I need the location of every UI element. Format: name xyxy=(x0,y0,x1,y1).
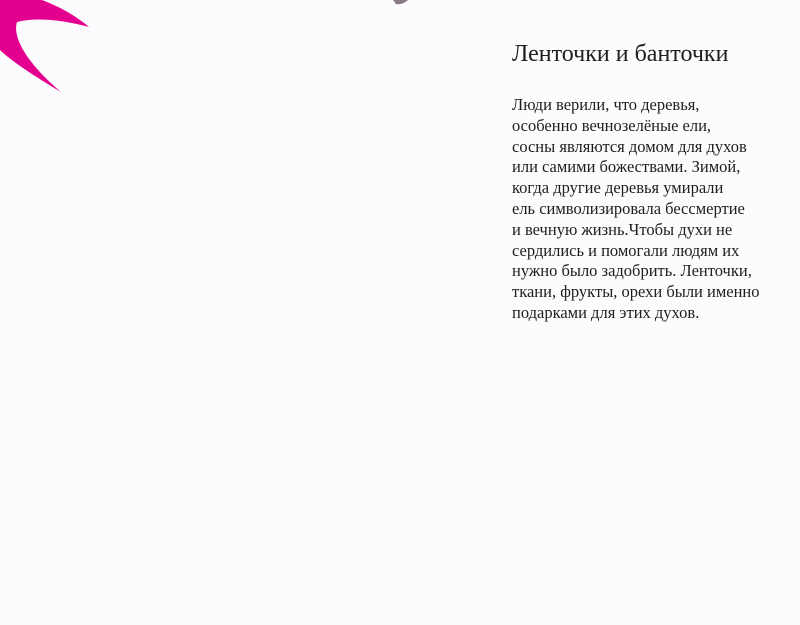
body-line: когда другие деревья умирали xyxy=(512,178,724,198)
body-line: или самими божествами. Зимой, xyxy=(512,157,741,177)
body-line: ель символизировала бессмертие xyxy=(512,198,745,218)
body-line: нужно было задобрить. Ленточки, xyxy=(512,261,752,281)
body-line: Люди верили, что деревья, xyxy=(512,95,700,114)
body-line: сердились и помогали людям их xyxy=(512,240,740,260)
body-line: и вечную жизнь.Чтобы духи не xyxy=(512,219,733,239)
magenta-swoosh-shape xyxy=(0,0,89,92)
body-line: подарками для этих духов. xyxy=(512,302,700,322)
body-line: особенно вечнозелёные ели, xyxy=(512,115,712,135)
slide-title: Ленточки и банточки xyxy=(512,41,729,67)
body-line: сосны являются домом для духов xyxy=(512,136,747,156)
slide-body-text xyxy=(512,95,788,324)
dark-tip-shape xyxy=(393,0,408,4)
body-line: ткани, фрукты, орехи были именно xyxy=(512,282,760,302)
